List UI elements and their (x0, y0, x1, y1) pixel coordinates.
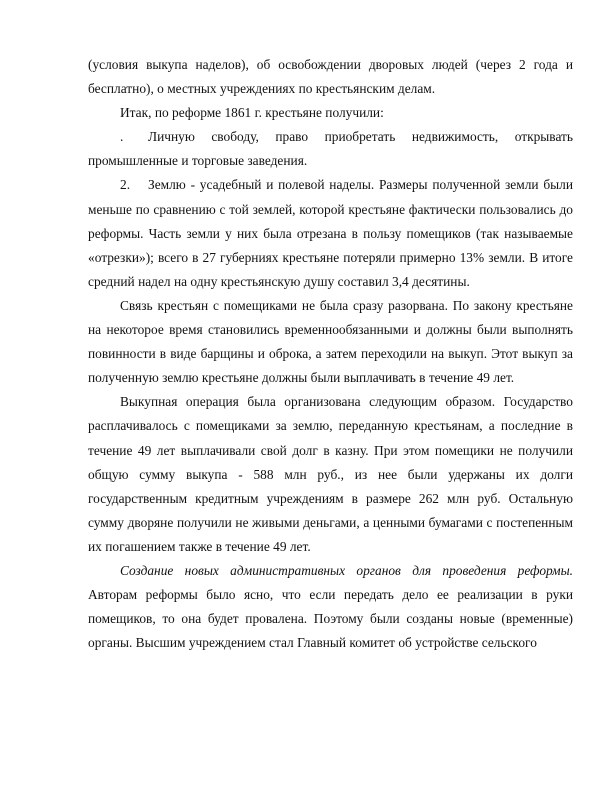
list-item-land (88, 173, 573, 293)
list-item-text: Землю - усадебный и полевой наделы. Размеры полученной земли были меньше по сравнению с той землей, которой крестьяне фактически пользовались до реформы. Часть земли у них была отрезана в пользу помещиков (так называемые «отрезки»); всего в 27 губерниях крестьяне потеряли примерно 13% земли. В итоге средний надел на одну крестьянскую душу составил 3,4 десятины. (88, 177, 573, 289)
paragraph-redemption-operation: Выкупная операция была организована следующим образом. Государство расплачивалось с помещиками за землю, переданную крестьянам, а последние в течение 49 лет выплачивали свой долг в казну. При этом помещики не получили общую сумму выкупа - 588 млн руб., из нее были удержаны их долги государственным кредитным учреждениям в размере 262 млн руб. Остальную сумму дворяне получили не живыми деньгами, а ценными бумагами с постепенным их погашением также в течение 49 лет. (88, 394, 573, 554)
document-page (88, 53, 573, 655)
list-marker: 2. (120, 177, 131, 193)
paragraph-summary-intro: Итак, по реформе 1861 г. крестьяне получили: (120, 105, 384, 121)
list-item-text: Личную свободу, право приобретать недвижимость, открывать промышленные и торговые заведения. (88, 129, 573, 169)
list-marker: . (120, 129, 124, 145)
paragraph-body: Авторам реформы было ясно, что если передать дело ее реализации в руки помещиков, то она будет провалена. Поэтому были созданы новые (временные) органы. Высшим учреждением стал Главный комитет об устройстве сельского (88, 587, 573, 651)
paragraph-continuation: (условия выкупа наделов), об освобождении дворовых людей (через 2 года и бесплатно), о местных учреждениях по крестьянским делам. (88, 57, 573, 97)
paragraph-temporary-obligated: Связь крестьян с помещиками не была сразу разорвана. По закону крестьяне на некоторое время становились временнообязанными и должны были выполнять повинности в виде барщины и оброка, а затем переходили на выкуп. Этот выкуп за полученную землю крестьяне должны были выплачивать в течение 49 лет. (88, 297, 573, 386)
paragraph-administrative-bodies (88, 559, 573, 655)
list-item-freedom (88, 125, 573, 173)
paragraph-heading-italic: Создание новых административных органов для проведения реформы. (120, 562, 573, 578)
